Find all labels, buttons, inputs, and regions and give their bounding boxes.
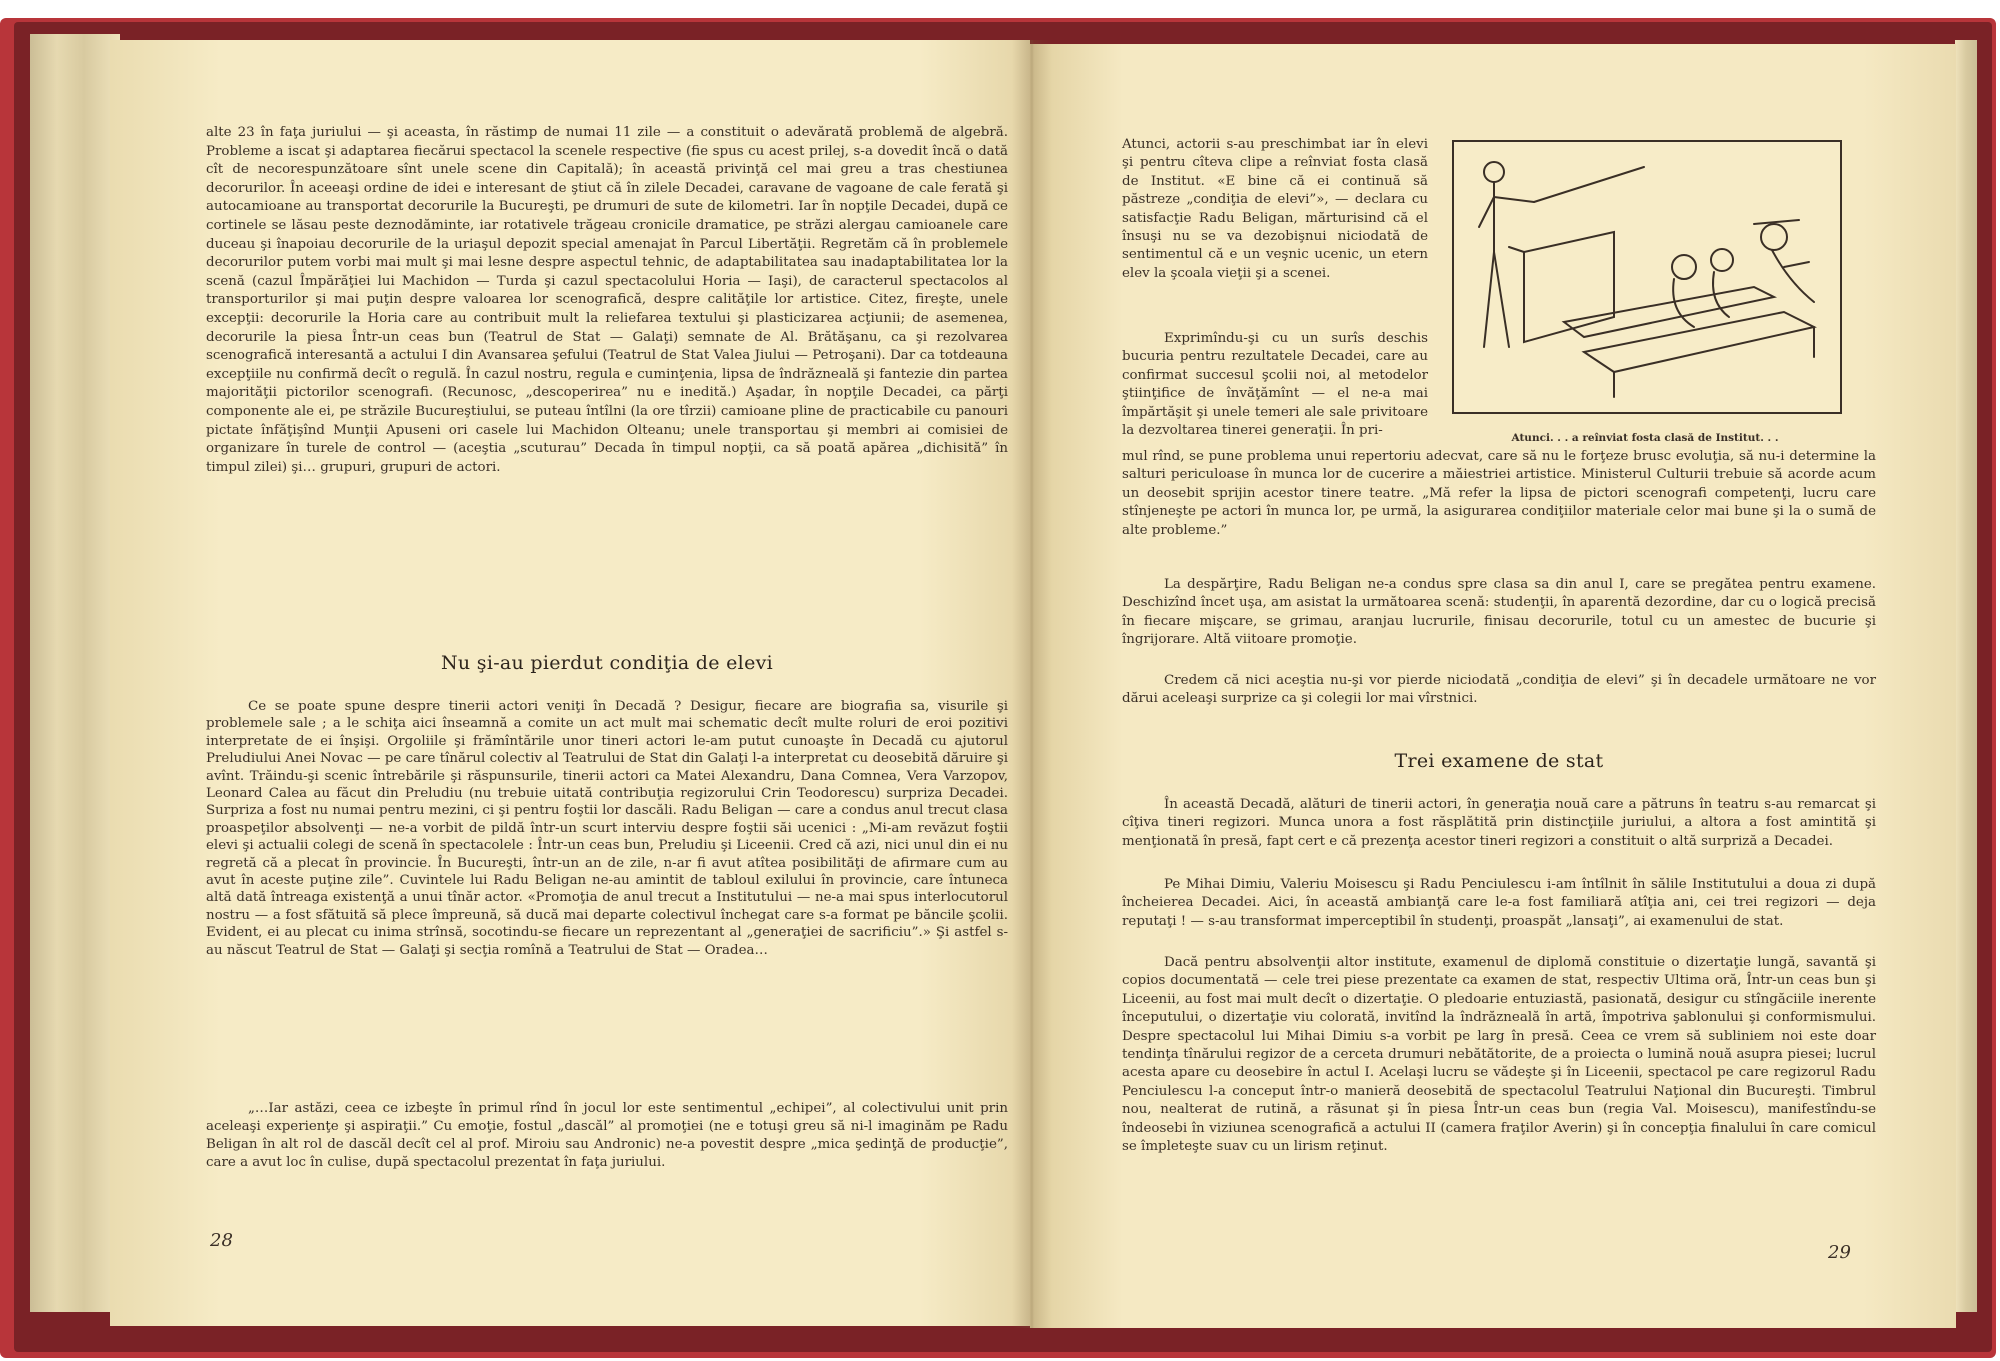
right-paragraph-2b: mul rînd, se pune problema unui repertoriu adecvat, care să nu le forţeze brusc evoluţia, să nu-i determine la salturi periculoase în munca lor de cucerire a măiestriei artistice. Ministerul Culturii trebuie să acorde acum un deosebit sprijin acestor tinere teatre. „Mă refer la lipsa de pictori scenografi competenţi, lucru care stînjeneşte pe actori în munca lor, pe urmă, la asigurarea condiţiilor materiale celor mai bune şi la o sumă de alte probleme.” (1122, 449, 1876, 538)
right-page (1030, 44, 1956, 1328)
page-edges-left (30, 34, 120, 1312)
left-page (110, 40, 1030, 1326)
page-edges-right (1955, 40, 1977, 1312)
right-paragraph-5: În această Decadă, alături de tinerii actori, în generaţia nouă care a pătruns în teatru s-au remarcat şi cîţiva tineri regizori. Munca unora a fost răsplătită prin distincţiile juriului, a altora a fost amintită şi menţionată în presă, fapt cert e că prezenţa acestor tineri regizori a constituit o altă surpriză a Decadei. (1122, 797, 1876, 849)
left-paragraph-3: „…Iar astăzi, ceea ce izbeşte în primul rînd în jocul lor este sentimentul „echipei”, al colectivului unit prin aceleaşi experienţe şi aspiraţii.” Cu emoţie, fostul „dascăl” al promoţiei (ne e totuşi greu să ni-l imaginăm pe Radu Beligan în alt rol de dascăl decît cel al prof. Miroiu sau Andronic) ne-a povestit despre „mica şedinţă de producţie”, care a avut loc în culise, după spectacolul prezentat în faţa juriului. (206, 1101, 1008, 1170)
right-paragraph-1: Atunci, actorii s-au preschimbat iar în elevi şi pentru cîteva clipe a reînviat fosta clasă de Institut. «E bine că ei continuă să păstreze „condiţia de elevi”», — declara cu satisfacţie Radu Beligan, mărturisind că el însuşi nu se va dezobişnui niciodată de sentimentul că e un veşnic ucenic, un etern elev la şcoala vieţii şi a scenei. (1122, 137, 1428, 281)
right-paragraph-2a: Exprimîndu-şi cu un surîs deschis bucuria pentru rezultatele Decadei, care au confirmat succesul şcolii noi, al metodelor ştiinţifice de învăţămînt — el ne-a mai împărtăşit şi unele temeri ale sale privitoare la dezvoltarea tinerei generaţii. În pri- (1122, 331, 1428, 439)
page-number-right: 29 (1828, 1242, 1851, 1263)
book-gutter (1012, 40, 1052, 1328)
classroom-illustration (1452, 140, 1842, 414)
right-paragraph-4: Credem că nici aceştia nu-şi vor pierde niciodată „condiţia de elevi” şi în decadele următoare ne vor dărui aceleaşi surprize ca şi colegii lor mai vîrstnici. (1122, 673, 1876, 707)
right-section-heading: Trei examene de stat (1394, 750, 1604, 772)
illustration-caption: Atunci. . . a reînviat fosta clasă de Institut. . . (1511, 432, 1779, 444)
right-paragraph-7: Dacă pentru absolvenţii altor institute, examenul de diplomă constituie o dizertaţie lungă, savantă şi copios documentată — cele trei piese prezentate ca examen de stat, respectiv Ultima oră, Într-un ceas bun şi Liceenii, au fost mai mult decît o dizertaţie. O pledoarie entuziastă, pasionată, desigur cu stîngăciile inerente începutului, o dizertaţie viu colorată, invitînd la îndrăzneală în artă, împotriva şablonului şi conformismului. Despre spectacolul lui Mihai Dimiu s-a vorbit pe larg în presă. Ceea ce vrem să subliniem noi este doar tendinţa tînărului regizor de a cerceta drumuri nebătătorite, de a proiecta o lumină nouă asupra piesei; lucrul acesta apare cu deosebire în actul I. Acelaşi lucru se vădeşte şi în Liceenii, spectacol pe care regizorul Radu Penciulescu l-a conceput într-o manieră deosebită de spectacolul Teatrului Naţional din Bucureşti. Timbrul nou, nealterat de rutină, a răsunat şi în piesa Într-un ceas bun (regia Val. Moisescu), manifestîndu-se îndeosebi în viziunea scenografică a actului II (camera fraţilor Averin) şi în concepţia finalului în care comicul se împleteşte suav cu un lirism reţinut. (1122, 955, 1876, 1155)
classroom-cartoon-drawing (1454, 142, 1840, 412)
left-section-heading: Nu şi-au pierdut condiţia de elevi (440, 652, 774, 674)
right-paragraph-3: La despărţire, Radu Beligan ne-a condus spre clasa sa din anul I, care se pregătea pentru examene. Deschizînd încet uşa, am asistat la următoarea scenă: studenţii, în aparentă dezordine, dar cu o logică precisă în fiecare mişcare, se grimau, aranjau lucrurile, finisau decorurile, totul cu un amestec de bucurie şi îngrijorare. Altă viitoare promoţie. (1122, 577, 1876, 648)
left-paragraph-1: alte 23 în faţa juriului — şi aceasta, în răstimp de numai 11 zile — a constituit o adevărată problemă de algebră. Probleme a iscat şi adaptarea fiecărui spectacol la scenele respective (fie spus cu acest prilej, s-a dovedit încă o dată cît de necorespunzătoare sînt unele scene din Capitală); în această privinţă cel mai greu a tras chestiunea decorurilor. În aceeaşi ordine de idei e interesant de ştiut că în zilele Decadei, caravane de vagoane de cale ferată şi autocamioane au transportat decorurile la Bucureşti, pe drumuri de sute de kilometri. Iar în nopţile Decadei, după ce cortinele se lăsau peste deznodăminte, iar rotativele trăgeau cronicile dramatice, pe străzi alergau camioanele care duceau şi înapoiau decorurile de la uriaşul depozit special amenajat în Parcul Libertăţii. Regretăm că în problemele decorurilor putem vorbi mai mult şi mai lesne despre aspectul tehnic, de adaptabilitatea sau inadaptabilitatea lor la scenă (cazul Împărăţiei lui Machidon — Turda şi cazul spectacolului Horia — Iaşi), de caracterul spectacolos al transporturilor şi mai puţin despre valoarea lor scenografică, despre calităţile lor artistice. Citez, fireşte, unele excepţii: decorurile la Horia care au contribuit mult la reliefarea textului şi plasticizarea acţiunii; de asemenea, decorurile la piesa Într-un ceas bun (Teatrul de Stat — Galaţi) semnate de Al. Brătăşanu, ca şi rezolvarea scenografică interesantă a actului I din Avansarea şefului (Teatrul de Stat Valea Jiului — Petroşani). Dar ca totdeauna excepţiile nu confirmă decît o regulă. În cazul nostru, regula e cuminţenia, lipsa de îndrăzneală şi fantezie din partea majorităţii pictorilor scenografi. (Recunosc, „descoperirea” nu e inedită.) Aşadar, în nopţile Decadei, ca părţi componente ale ei, pe străzile Bucureştiului, se puteau întîlni (la ore tîrzii) camioane pline de practicabile cu panouri pictate înfăţişînd Munţii Apuseni ori casele lui Machidon Olteanu; unele transportau şi membri ai comisiei de organizare în turele de control — (aceştia „scuturau” Decada în timpul nopţii, ca să poată apărea „dichisită” în timpul zilei) şi… grupuri, grupuri de actori. (206, 125, 1008, 475)
page-number-left: 28 (210, 1230, 233, 1251)
right-paragraph-6: Pe Mihai Dimiu, Valeriu Moisescu şi Radu Penciulescu i-am întîlnit în sălile Institutului a doua zi după încheierea Decadei. Aici, în această ambianţă care le-a fost familiară atîţia ani, cei trei regizori — deja reputaţi ! — s-au transformat imperceptibil în studenţi, proaspăt „lansaţi”, ai examenului de stat. (1122, 877, 1876, 929)
left-paragraph-2: Ce se poate spune despre tinerii actori veniţi în Decadă ? Desigur, fiecare are biografia sa, visurile şi problemele sale ; a le schiţa aici înseamnă a comite un act mult mai schematic decît multe roluri de eroi pozitivi interpretate de ei înşişi. Orgoliile şi frămîntările unor tineri actori le-am putut cunoaşte în Decadă cu ajutorul Preludiului Anei Novac — pe care tînărul colectiv al Teatrului de Stat din Galaţi l-a interpretat cu deosebită dăruire şi avînt. Trăindu-şi scenic întrebările şi răspunsurile, tinerii actori ca Matei Alexandru, Dana Comnea, Vera Varzopov, Leonard Calea au făcut din Preludiu (nu trebuie uitată contribuţia regizorului Crin Teodorescu) surpriza Decadei. Surpriza a fost nu numai pentru mezini, ci şi pentru foştii lor dascăli. Radu Beligan — care a condus anul trecut clasa proaspeţilor absolvenţi — ne-a vorbit de pildă într-un scurt interviu despre foştii săi ucenici : „Mi-am revăzut foştii elevi şi actualii colegi de scenă în spectacolele : Într-un ceas bun, Preludiu şi Liceenii. Cred că azi, nici unul din ei nu regretă că a plecat în provincie. În Bucureşti, într-un an de zile, n-ar fi avut atîtea posibilităţi de afirmare cum au avut în aceste puţine zile”. Cuvintele lui Radu Beligan ne-au amintit de tabloul exilului în provincie, care întuneca altă dată întreaga existenţă a unui tînăr actor. «Promoţia de anul trecut a Institutului — ne-a mai spus interlocutorul nostru — a fost sfătuită să plece împreună, să ducă mai departe colectivul închegat care s-a format pe băncile şcolii. Evident, ei au plecat cu inima strînsă, socotindu-se fiecare un reprezentant al „generaţiei de sacrificiu”.» Şi astfel s-au născut Teatrul de Stat — Galaţi şi secţia romînă a Teatrului de Stat — Oradea… (206, 699, 1008, 958)
